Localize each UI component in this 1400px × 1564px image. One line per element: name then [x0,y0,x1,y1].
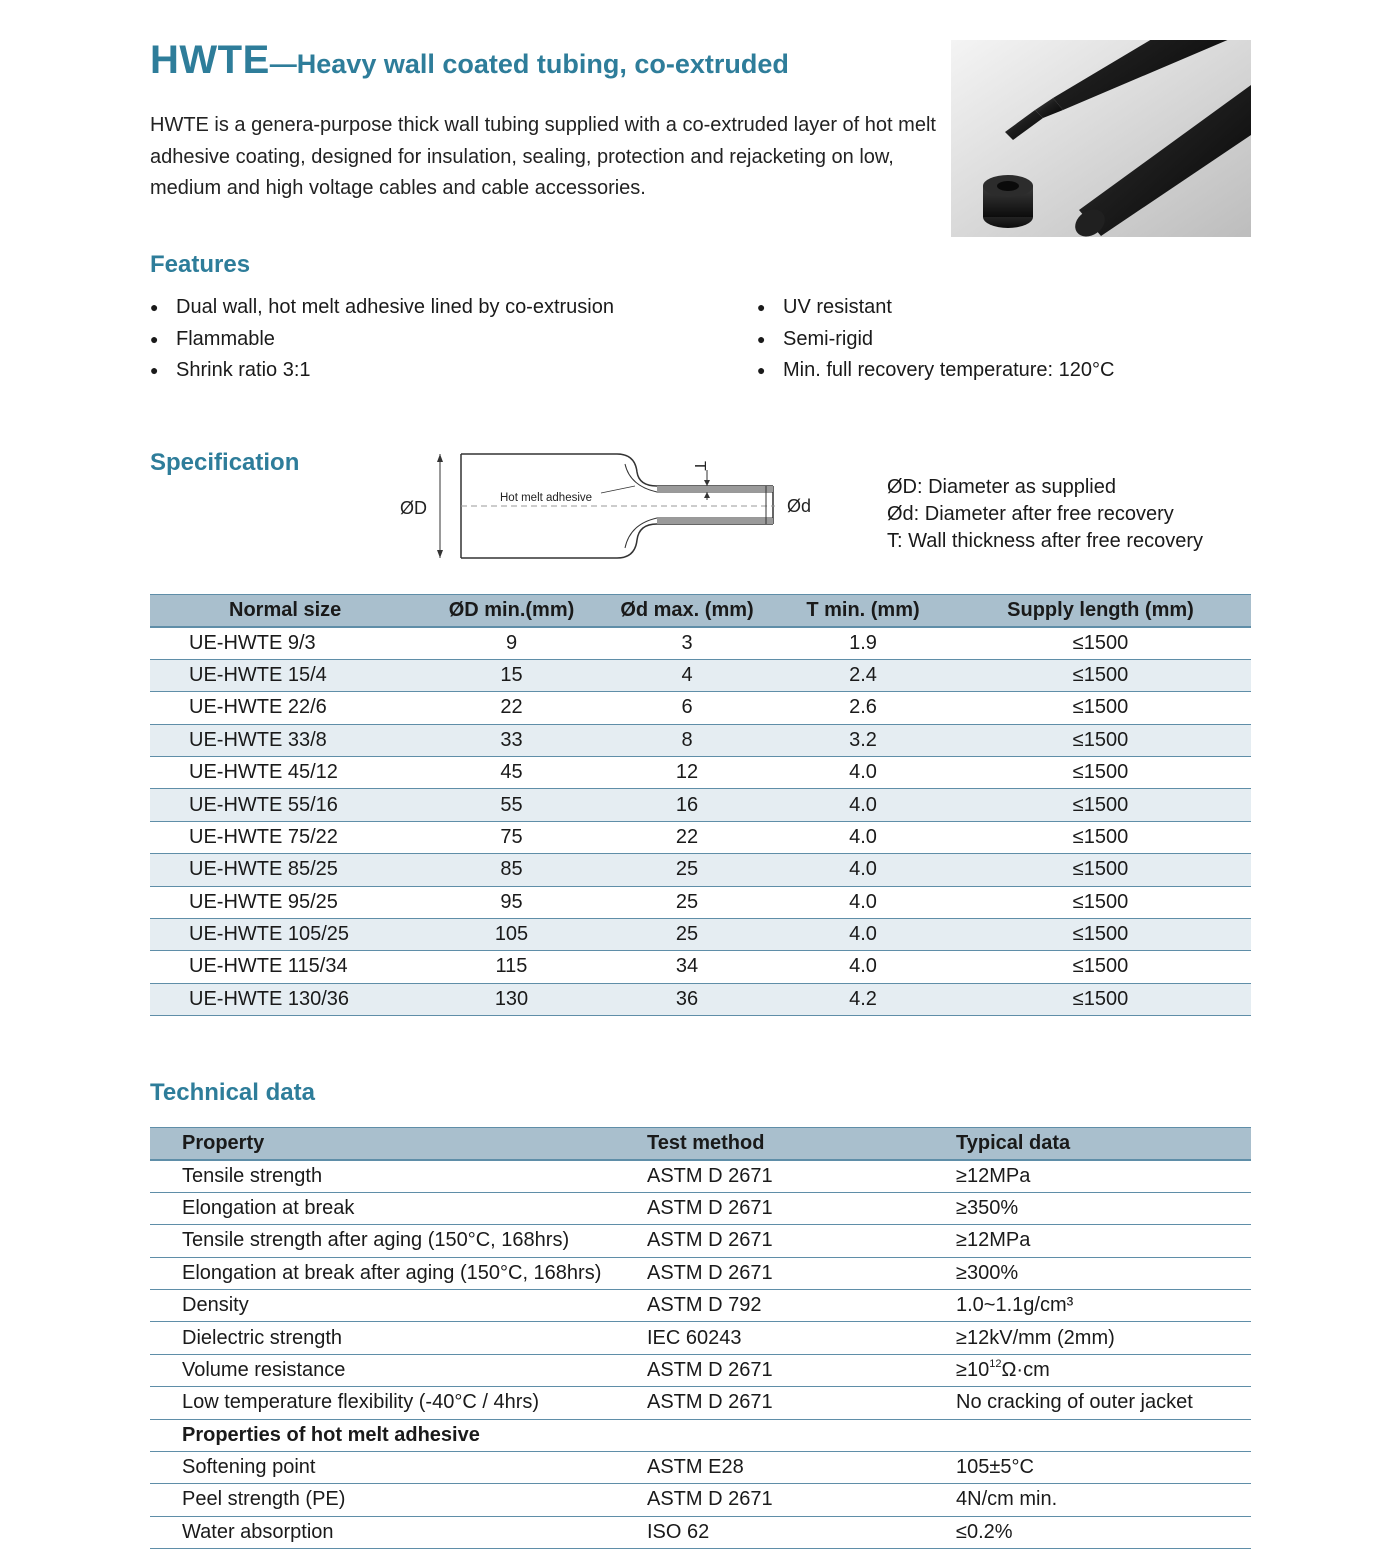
table-cell: 75 [425,821,598,853]
specification-table [150,594,1251,1016]
table-cell: Elongation at break after aging (150°C, 168hrs) [150,1257,647,1289]
table-cell: 25 [598,886,776,918]
table-cell: 1.0~1.1g/cm³ [956,1289,1251,1321]
table-row [150,756,1251,788]
table-cell [647,1419,956,1451]
table-cell: 3.2 [776,724,950,756]
table-row [150,1225,1251,1257]
table-cell: 2.4 [776,659,950,691]
table-cell: ≤1500 [950,983,1251,1015]
table-cell: UE-HWTE 15/4 [150,659,425,691]
table-cell: 9 [425,627,598,659]
table-cell: 6 [598,692,776,724]
table-cell: 4.0 [776,821,950,853]
diagram-label-T: T [691,461,708,471]
table-cell: 85 [425,854,598,886]
table-cell: ≥12MPa [956,1160,1251,1192]
table-cell: UE-HWTE 9/3 [150,627,425,659]
table-cell: 33 [425,724,598,756]
table-cell: Peel strength (PE) [150,1484,647,1516]
table-cell: 115 [425,951,598,983]
table-cell: 34 [598,951,776,983]
table-cell: 4 [598,659,776,691]
table-cell: 45 [425,756,598,788]
table-row [150,821,1251,853]
table-row [150,1160,1251,1192]
intro-paragraph: HWTE is a genera-purpose thick wall tubing supplied with a co-extruded layer of hot melt adhesive coating, designed for insulation, sealing, protection and rejacketing on low, medium and high voltage cables and cable accessories. [150,114,936,199]
table-cell: 22 [425,692,598,724]
table-cell: ≤1500 [950,692,1251,724]
technical-heading: Technical data [150,1079,315,1106]
table-cell: ≤0.2% [956,1516,1251,1548]
table-cell: 4N/cm min. [956,1484,1251,1516]
table-cell: 4.0 [776,756,950,788]
column-header: Normal size [150,595,425,627]
page-title [150,38,789,83]
spec-legend [887,474,1203,555]
table-cell: 4.0 [776,854,950,886]
table-cell: Density [150,1289,647,1321]
table-cell: 4.0 [776,918,950,950]
table-row [150,692,1251,724]
table-cell: ≤1500 [950,821,1251,853]
table-row [150,724,1251,756]
table-cell: ≤1500 [950,756,1251,788]
column-header: Ød max. (mm) [598,595,776,627]
table-cell: ≤1500 [950,659,1251,691]
feature-item: ● Semi-rigid [757,324,1114,356]
feature-item: ● Dual wall, hot melt adhesive lined by co-extrusion [150,292,614,324]
table-row [150,1289,1251,1321]
table-cell: UE-HWTE 115/34 [150,951,425,983]
table-cell: UE-HWTE 105/25 [150,918,425,950]
table-cell: ≥300% [956,1257,1251,1289]
table-cell: ASTM D 2671 [647,1484,956,1516]
table-cell: Tensile strength [150,1160,647,1192]
table-cell: UE-HWTE 75/22 [150,821,425,853]
table-cell: 25 [598,854,776,886]
table-row [150,1257,1251,1289]
table-cell: ≤1500 [950,627,1251,659]
table-row [150,1387,1251,1419]
table-cell: ≤1500 [950,886,1251,918]
column-header: Typical data [956,1128,1251,1160]
table-header-row [150,1128,1251,1160]
table-cell: Volume resistance [150,1354,647,1386]
product-photo [951,40,1251,237]
legend-item: T: Wall thickness after free recovery [887,530,1204,552]
table-cell: ≤1500 [950,854,1251,886]
table-cell: Dielectric strength [150,1322,647,1354]
feature-item: ● UV resistant [757,292,1114,324]
table-cell: ASTM D 2671 [647,1160,956,1192]
value-unit: Ω·cm [1001,1358,1050,1381]
table-cell: ASTM D 2671 [647,1354,956,1386]
table-cell: 4.0 [776,951,950,983]
product-code: HWTE [150,38,270,82]
table-cell: Properties of hot melt adhesive [150,1419,647,1451]
table-cell: ≥12MPa [956,1225,1251,1257]
table-cell: 36 [598,983,776,1015]
table-cell: 3 [598,627,776,659]
diagram-label-adhesive: Hot melt adhesive [500,492,593,504]
table-header-row [150,595,1251,627]
value-exponent: 12 [989,1357,1002,1370]
table-row [150,918,1251,950]
table-row [150,951,1251,983]
table-cell: UE-HWTE 33/8 [150,724,425,756]
table-cell: 95 [425,886,598,918]
column-header: ØD min.(mm) [425,595,598,627]
table-cell: ASTM D 2671 [647,1225,956,1257]
table-cell: 12 [598,756,776,788]
column-header: T min. (mm) [776,595,950,627]
features-list-left [150,292,614,387]
table-cell: ISO 62 [647,1516,956,1548]
table-cell: 130 [425,983,598,1015]
table-cell: 4.2 [776,983,950,1015]
table-cell: Water absorption [150,1516,647,1548]
table-row [150,1451,1251,1483]
table-cell: 16 [598,789,776,821]
feature-item: ● Min. full recovery temperature: 120°C [757,355,1114,387]
table-cell: Tensile strength after aging (150°C, 168hrs) [150,1225,647,1257]
table-row [150,659,1251,691]
product-subtitle: —Heavy wall coated tubing, co-extruded [269,49,789,79]
table-row [150,1192,1251,1224]
value-base: ≥10 [956,1358,990,1381]
table-cell: UE-HWTE 130/36 [150,983,425,1015]
table-cell: 22 [598,821,776,853]
features-heading: Features [150,251,251,278]
column-header: Test method [647,1128,956,1160]
table-row [150,1516,1251,1548]
table-cell: 4.0 [776,886,950,918]
table-cell: ≤1500 [950,951,1251,983]
technical-table [150,1127,1251,1549]
specification-heading: Specification [150,449,300,476]
table-cell: ASTM D 2671 [647,1257,956,1289]
table-row [150,627,1251,659]
table-row [150,1322,1251,1354]
table-row [150,1354,1251,1386]
table-cell: IEC 60243 [647,1322,956,1354]
table-cell: 1.9 [776,627,950,659]
table-cell: Low temperature flexibility (-40°C / 4hrs) [150,1387,647,1419]
table-cell: ≥350% [956,1192,1251,1224]
table-cell: 8 [598,724,776,756]
table-row [150,983,1251,1015]
table-cell [956,1419,1251,1451]
table-cell: No cracking of outer jacket [956,1387,1251,1419]
table-cell: UE-HWTE 95/25 [150,886,425,918]
table-cell: 25 [598,918,776,950]
legend-item: ØD: Diameter as supplied [887,476,1116,498]
table-cell: 2.6 [776,692,950,724]
tubing-diagram [395,440,835,570]
table-cell: ≤1500 [950,789,1251,821]
diagram-label-D: ØD [400,498,427,518]
column-header: Property [150,1128,647,1160]
table-cell: 55 [425,789,598,821]
feature-item: ● Flammable [150,324,614,356]
table-cell: Elongation at break [150,1192,647,1224]
features-list-right [757,292,1114,387]
table-cell: ≤1500 [950,918,1251,950]
table-cell: ASTM E28 [647,1451,956,1483]
table-cell: Softening point [150,1451,647,1483]
table-row [150,1484,1251,1516]
table-cell: ≥12kV/mm (2mm) [956,1322,1251,1354]
legend-item: Ød: Diameter after free recovery [887,503,1174,525]
table-cell: ASTM D 2671 [647,1192,956,1224]
table-cell: ASTM D 792 [647,1289,956,1321]
table-cell: ≤1500 [950,724,1251,756]
feature-item: ● Shrink ratio 3:1 [150,355,614,387]
table-cell: UE-HWTE 22/6 [150,692,425,724]
table-cell: ASTM D 2671 [647,1387,956,1419]
table-cell: UE-HWTE 85/25 [150,854,425,886]
table-cell: 105±5°C [956,1451,1251,1483]
table-row [150,854,1251,886]
table-cell: 15 [425,659,598,691]
table-subheader-row [150,1419,1251,1451]
table-cell: 105 [425,918,598,950]
table-cell: UE-HWTE 55/16 [150,789,425,821]
volume-resistance-value [956,1354,1251,1386]
column-header: Supply length (mm) [950,595,1251,627]
table-cell: UE-HWTE 45/12 [150,756,425,788]
diagram-label-d: Ød [787,496,812,516]
table-row [150,886,1251,918]
table-cell: 4.0 [776,789,950,821]
table-row [150,789,1251,821]
